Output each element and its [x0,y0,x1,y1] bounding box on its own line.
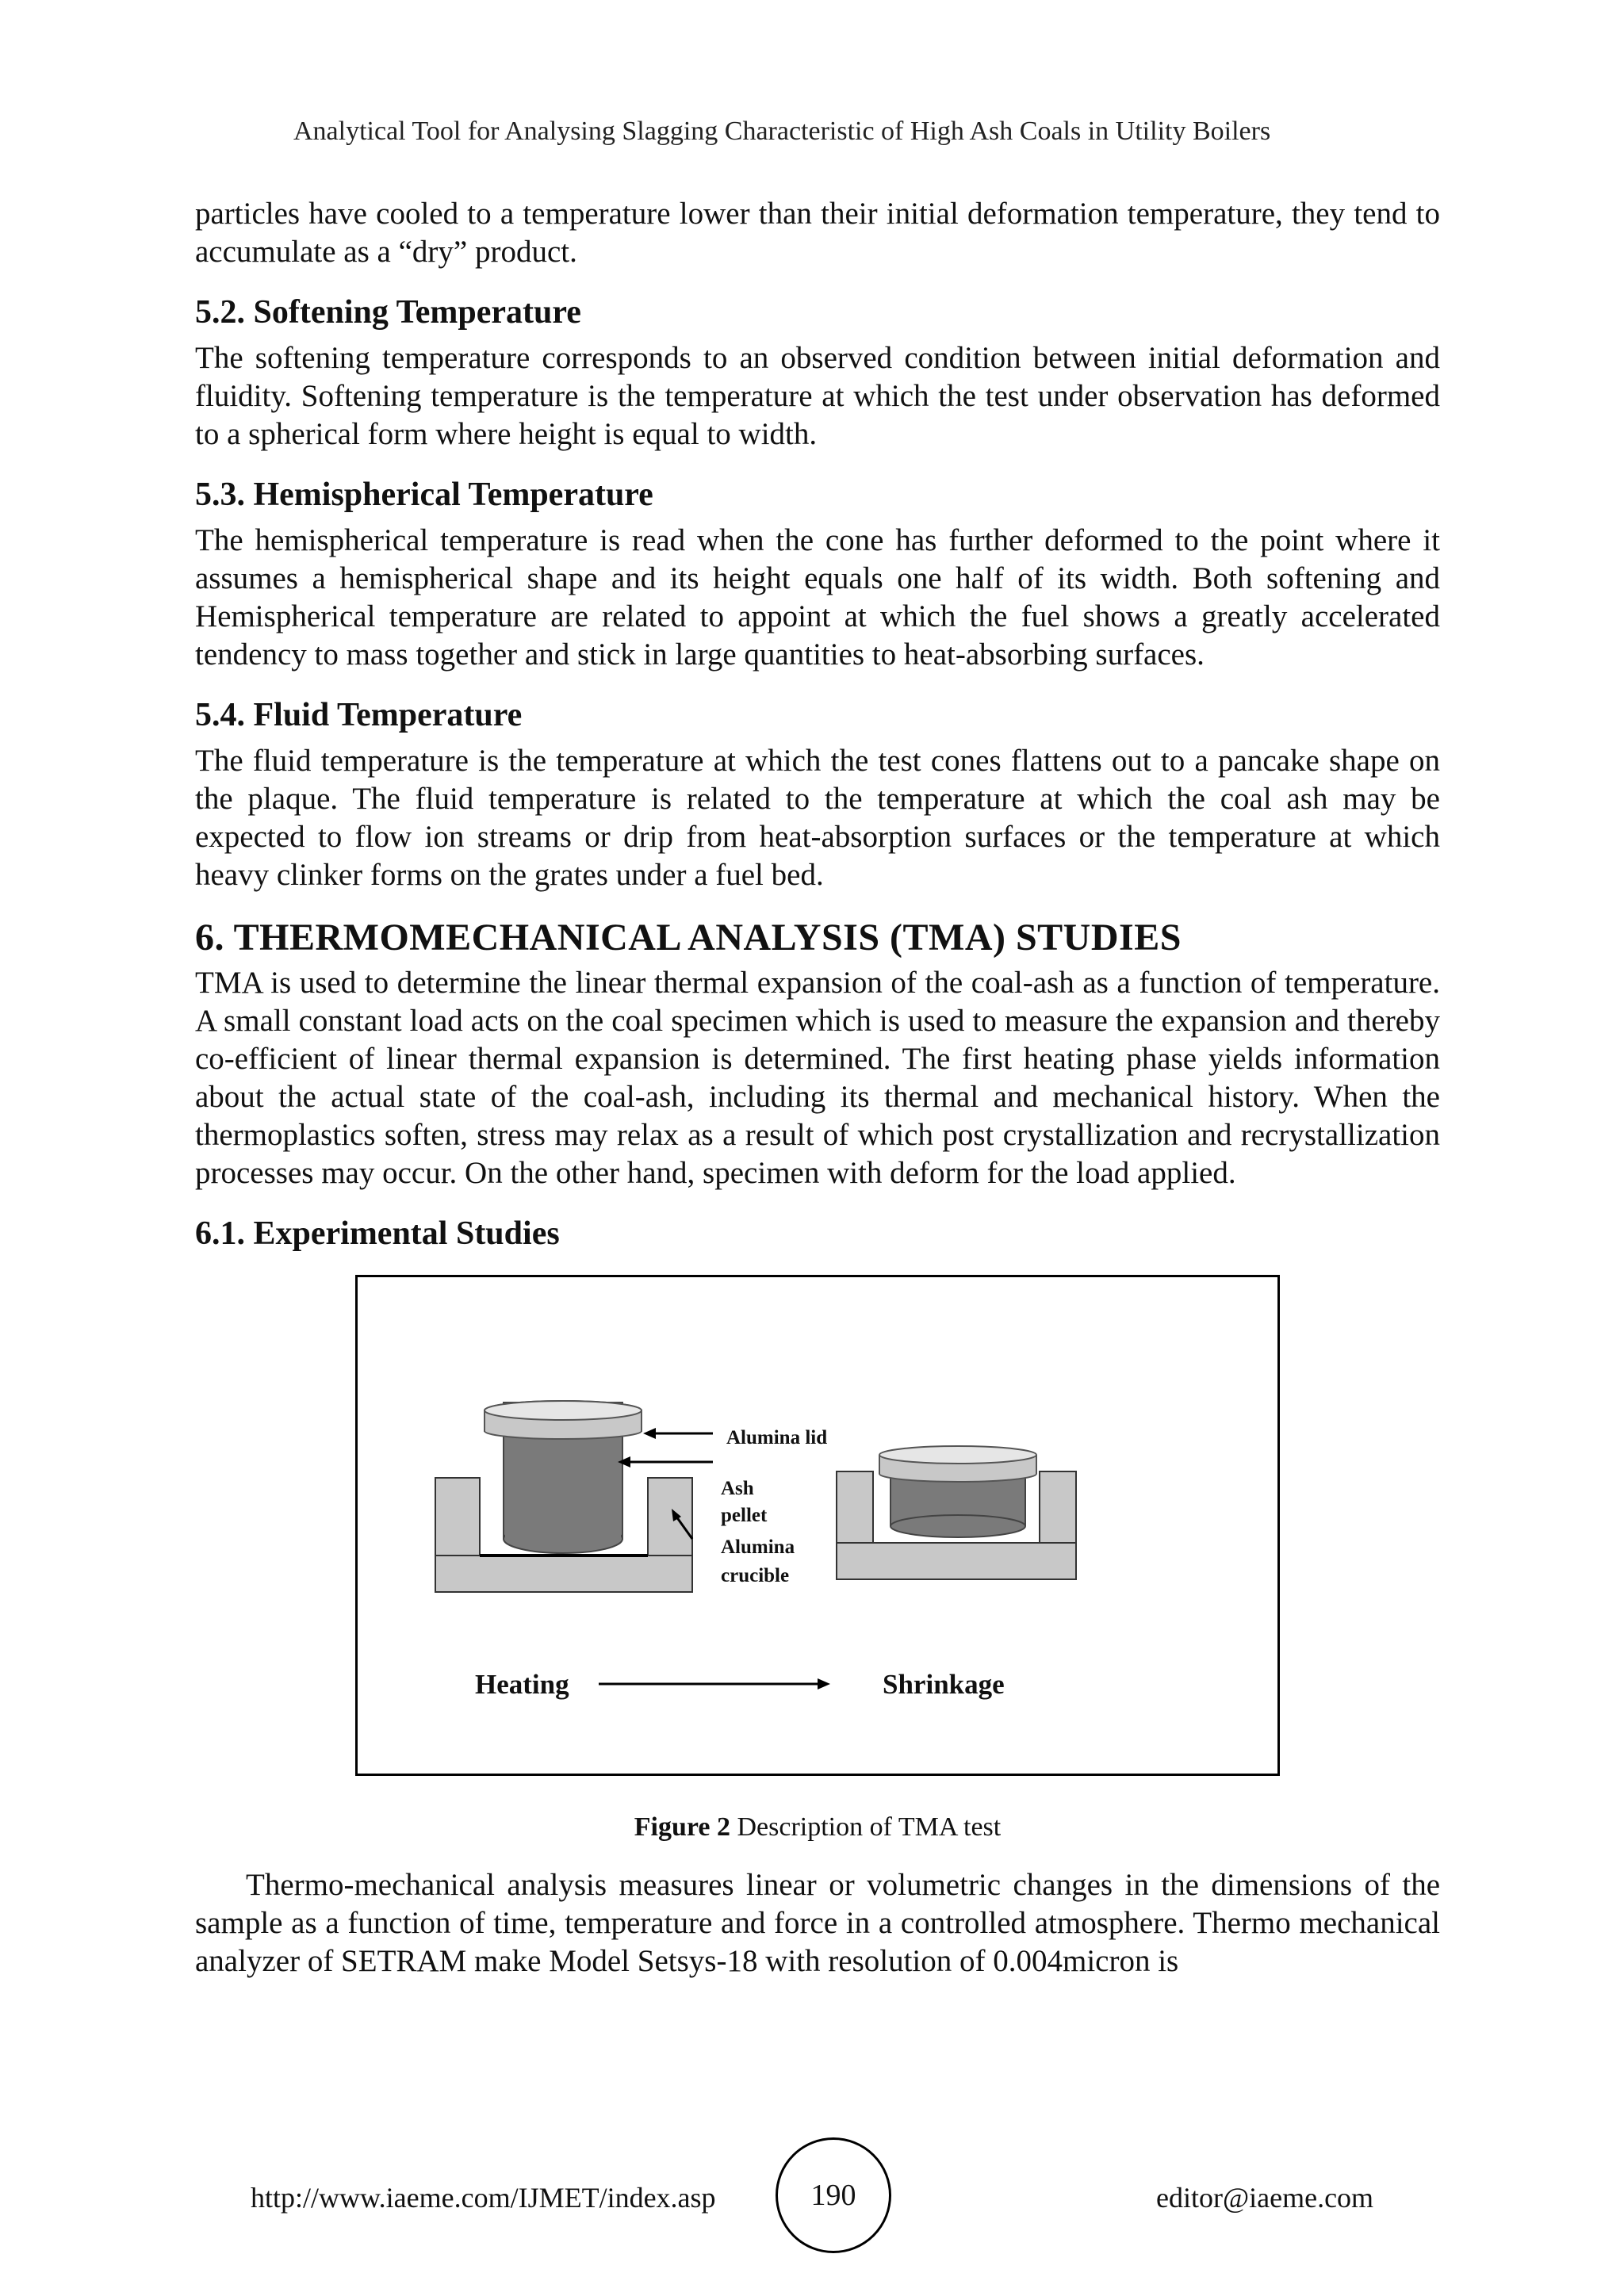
footer-url-link[interactable]: http://www.iaeme.com/IJMET/index.asp [251,2182,716,2214]
paragraph-tma-studies: TMA is used to determine the linear thermal expansion of the coal-ash as a function of temperature. A small constant load acts on the coal specimen which is used to measure the expansion and thereby co-efficient of linear thermal expansion is determined. The first heating phase yields information about the actual state of the coal-ash, including its thermal and mechanical history. When the thermoplastics soften, stress may relax as a result of which post crystallization and recrystallization processes may occur. On the other hand, specimen with deform for the load applied. [195,966,1440,1190]
figure-caption-label: Figure 2 [634,1812,730,1842]
intro-paragraph: particles have cooled to a temperature lower than their initial deformation temperature, they tend to accumulate as a “dry” product. [195,197,1440,269]
paragraph-fluid-temperature: The fluid temperature is the temperature at which the test cones flattens out to a pancake shape on the plaque. The fluid temperature is related to the temperature at which the coal ash may be expected to flow ion streams or drip from heat-absorption surfaces or the temperature at which heavy clinker forms on the grates under a fuel bed. [195,744,1440,892]
heading-softening-temperature: 5.2. Softening Temperature [195,294,581,331]
label-alumina-crucible-line2: crucible [721,1565,790,1586]
heading-hemispherical-temperature: 5.3. Hemispherical Temperature [195,476,653,513]
left-alumina-lid [485,1401,642,1439]
figure-caption-text: Description of TMA test [730,1812,1002,1842]
footer-email-link[interactable]: editor@iaeme.com [1156,2182,1374,2214]
label-shrinkage: Shrinkage [883,1669,1005,1700]
closing-paragraph: Thermo-mechanical analysis measures linear or volumetric changes in the dimensions of the sample as a function of time, temperature and force in a controlled atmosphere. Thermo mechanical analyzer of SETRAM make Model Setsys-18 with resolution of 0.004micron is [195,1868,1440,1978]
label-ash-pellet-line2: pellet [721,1505,768,1526]
paragraph-hemispherical-temperature: The hemispherical temperature is read when the cone has further deformed to the point where it assumes a hemispherical shape and its height equals one half of its width. Both softening and Hemispherical temperature are related to appoint at which the fuel shows a greatly accelerated tendency to mass together and stick in large quantities to heat-absorbing surfaces. [195,523,1440,672]
right-alumina-lid [879,1446,1036,1482]
tma-figure [355,1275,1280,1776]
label-alumina-lid: Alumina lid [726,1427,828,1448]
heading-fluid-temperature: 5.4. Fluid Temperature [195,697,523,733]
paragraph-softening-temperature: The softening temperature corresponds to an observed condition between initial deformation and fluidity. Softening temperature is the temperature at which the test under observation has deformed to a spherical form where height is equal to width. [195,341,1440,451]
heading-experimental-studies: 6.1. Experimental Studies [195,1215,560,1252]
label-alumina-crucible-line1: Alumina [721,1536,795,1558]
figure-caption [195,1811,1440,1844]
page-number: 190 [776,2137,891,2253]
page-content [195,195,1440,1980]
heating-arrow [599,1678,830,1689]
label-ash-pellet-line1: Ash [721,1478,754,1499]
heading-tma-studies: 6. THERMOMECHANICAL ANALYSIS (TMA) STUDIES [195,916,1182,959]
right-ash-pellet [891,1474,1025,1537]
label-heating: Heating [475,1669,569,1700]
running-header: Analytical Tool for Analysing Slagging Characteristic of High Ash Coals in Utility Boilers [293,117,1271,146]
